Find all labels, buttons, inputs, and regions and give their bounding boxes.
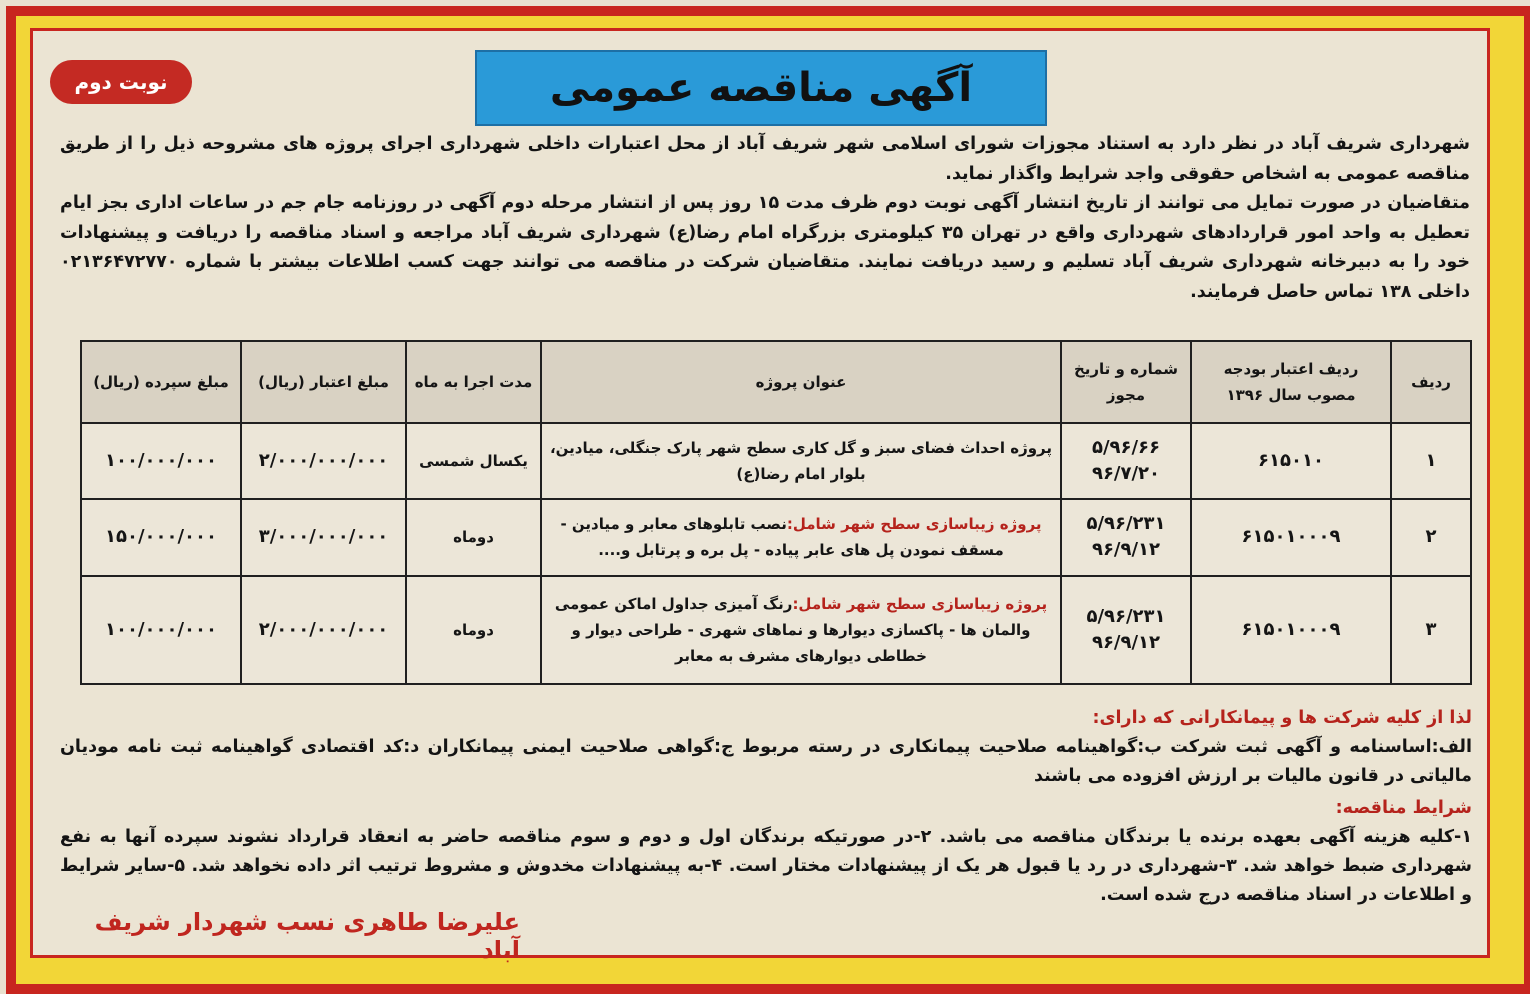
- requirements-text: الف:اساسنامه و آگهی ثبت شرکت ب:گواهینامه صلاحیت پیمانکاری در رسته مربوط ج:گواهی صلاحیت ایمنی پیمانکاران د:کد اقتصادی گواهینامه ثبت نامه مودیان مالیاتی در قانون مالیات بر ارزش افزوده می باشند: [60, 737, 1472, 786]
- project-title-text: پروژه احداث فضای سبز و گل کاری سطح شهر پارک جنگلی، میادین، بلوار امام رضا(ع): [549, 439, 1053, 484]
- cell-duration: دوماه: [406, 499, 541, 575]
- requirements-heading: لذا از کلیه شرکت ها و پیمانکارانی که دارای:: [1092, 708, 1472, 728]
- project-title-text: رنگ آمیزی جداول اماکن عمومی والمان ها - پاکسازی دیوارها و نماهای شهری - طراحی دیوار و خطاطی دیوارهای مشرف به معابر: [554, 594, 1031, 665]
- intro-paragraph-2: متقاضیان در صورت تمایل می توانند از تاریخ انتشار آگهی نوبت دوم ظرف مدت ۱۵ روز پس از انتشار مرحله دوم آگهی در روزنامه جام جم در ساعات اداری بجز ایام تعطیل به واحد امور قراردادهای شهرداری واقع در تهران ۳۵ کیلومتری بزرگراه امام رضا(ع) شهرداری شریف آباد مراجعه و اسناد مناقصه را دریافت و پیشنهادات خود را به دبیرخانه شهرداری شریف آباد تسلیم و رسید دریافت نمایند. متقاضیان شرکت در مناقصه می توانند جهت کسب اطلاعات بیشتر با شماره ۰۲۱۳۶۴۷۲۷۷۰ داخلی ۱۳۸ تماس حاصل فرمایند.: [60, 193, 1470, 302]
- cell-permit: [1061, 499, 1191, 575]
- cell-project-title: [541, 576, 1061, 684]
- permit-number: ۵/۹۶/۲۳۱: [1086, 513, 1166, 535]
- header-deposit: مبلغ سپرده (ریال): [81, 341, 241, 423]
- project-title-highlight: پروژه زیباسازی سطح شهر شامل:: [792, 594, 1048, 613]
- header-permit: شماره و تاریخ مجوز: [1061, 341, 1191, 423]
- cell-budget: ۶۱۵۰۱۰۰۰۹: [1191, 499, 1391, 575]
- header-radif: ردیف: [1391, 341, 1471, 423]
- intro-text: [60, 130, 1470, 307]
- permit-date: ۹۶/۷/۲۰: [1091, 463, 1161, 485]
- conditions-heading: شرایط مناقصه:: [1335, 798, 1472, 818]
- signature: علیرضا طاهری نسب شهردار شریف آباد: [94, 908, 520, 964]
- header-budget: ردیف اعتبار بودجه مصوب سال ۱۳۹۶: [1191, 341, 1391, 423]
- cell-budget: ۶۱۵۰۱۰۰۰۹: [1191, 576, 1391, 684]
- cell-credit: ۲/۰۰۰/۰۰۰/۰۰۰: [241, 423, 406, 499]
- table-row: [81, 499, 1471, 575]
- ad-title: آگهی مناقصه عمومی: [475, 50, 1047, 126]
- cell-permit: [1061, 423, 1191, 499]
- permit-number: ۵/۹۶/۶۶: [1091, 437, 1161, 459]
- second-notice-badge: نوبت دوم: [50, 60, 192, 104]
- cell-deposit: ۱۰۰/۰۰۰/۰۰۰: [81, 423, 241, 499]
- intro-paragraph-1: شهرداری شریف آباد در نظر دارد به استناد مجوزات شورای اسلامی شهر شریف آباد از محل اعتبارات داخلی شهرداری اجرای پروژه های مشروحه ذیل را از طریق مناقصه عمومی به اشخاص حقوقی واجد شرایط واگذار نماید.: [60, 134, 1470, 184]
- cell-credit: ۳/۰۰۰/۰۰۰/۰۰۰: [241, 499, 406, 575]
- header-project-title: عنوان پروژه: [541, 341, 1061, 423]
- cell-credit: ۲/۰۰۰/۰۰۰/۰۰۰: [241, 576, 406, 684]
- project-title-highlight: پروژه زیباسازی سطح شهر شامل:: [786, 515, 1042, 534]
- permit-date: ۹۶/۹/۱۲: [1091, 631, 1161, 653]
- cell-project-title: [541, 499, 1061, 575]
- cell-duration: دوماه: [406, 576, 541, 684]
- conditions-section: [60, 794, 1472, 910]
- cell-deposit: ۱۵۰/۰۰۰/۰۰۰: [81, 499, 241, 575]
- project-title-text: نصب تابلوهای معابر و میادین - مسقف نمودن پل های عابر پیاده - پل بره و پرتابل و....: [560, 515, 1004, 560]
- requirements-section: [60, 704, 1472, 791]
- cell-radif: ۲: [1391, 499, 1471, 575]
- header-duration: مدت اجرا به ماه: [406, 341, 541, 423]
- projects-table: [80, 340, 1472, 685]
- header-credit: مبلغ اعتبار (ریال): [241, 341, 406, 423]
- cell-radif: ۱: [1391, 423, 1471, 499]
- permit-date: ۹۶/۹/۱۲: [1091, 539, 1161, 561]
- permit-number: ۵/۹۶/۲۳۱: [1086, 605, 1166, 627]
- cell-deposit: ۱۰۰/۰۰۰/۰۰۰: [81, 576, 241, 684]
- cell-budget: ۶۱۵۰۱۰: [1191, 423, 1391, 499]
- table-header-row: [81, 341, 1471, 423]
- cell-permit: [1061, 576, 1191, 684]
- cell-duration: یکسال شمسی: [406, 423, 541, 499]
- conditions-text: ۱-کلیه هزینه آگهی بعهده برنده یا برندگان مناقصه می باشد. ۲-در صورتیکه برندگان اول و دوم و سوم مناقصه حاضر به انعقاد قرارداد نشوند سپرده آنها به نفع شهرداری ضبط خواهد شد. ۳-شهرداری در رد یا قبول هر یک از پیشنهادات مختار است. ۴-به پیشنهادات مخدوش و مشروط ترتیب اثر داده نخواهد شد. ۵-سایر شرایط و اطلاعات در اسناد مناقصه درج شده است.: [60, 827, 1473, 905]
- cell-radif: ۳: [1391, 576, 1471, 684]
- cell-project-title: [541, 423, 1061, 499]
- table-row: [81, 576, 1471, 684]
- table-row: [81, 423, 1471, 499]
